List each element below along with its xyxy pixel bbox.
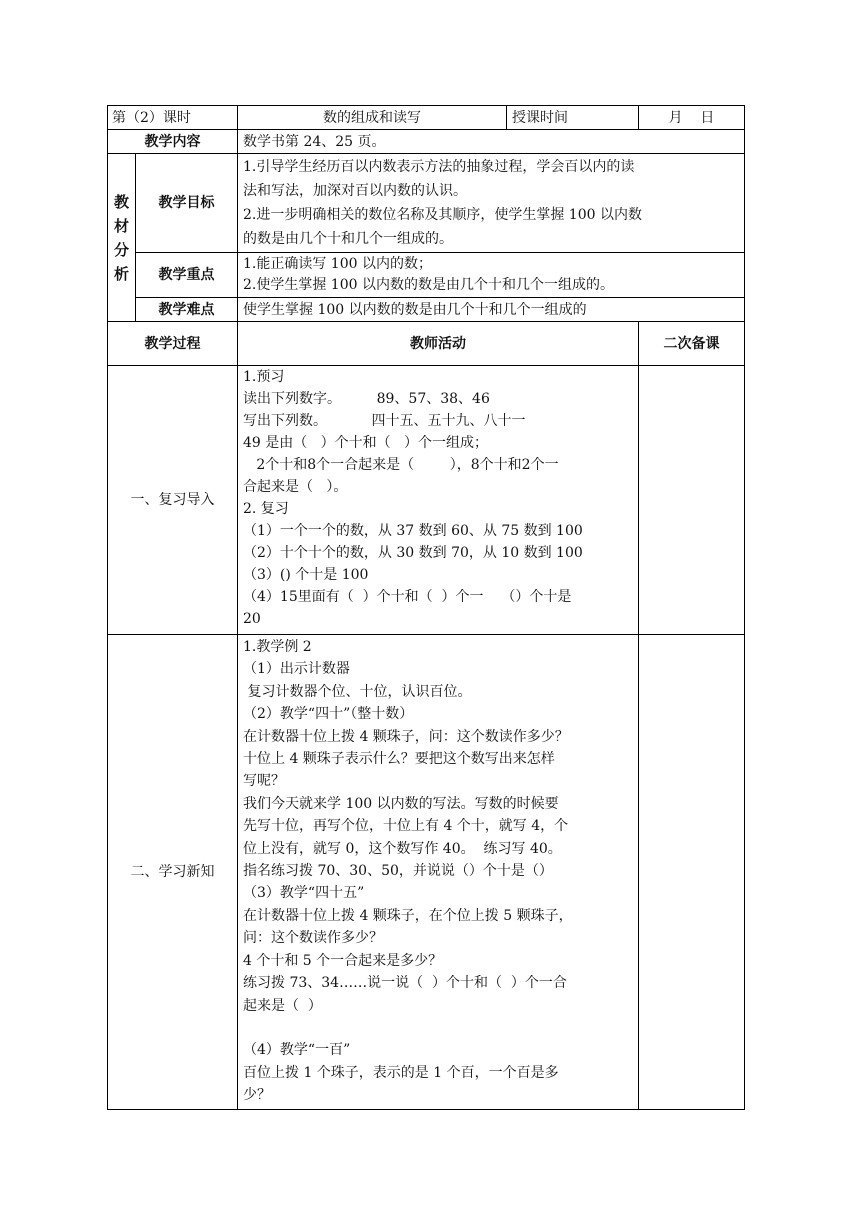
activity-line: （4）15里面有（ ）个十和（ ）个一 （）个十是: [243, 589, 572, 605]
activity-line: （2）十个十个的数，从 30 数到 70，从 10 数到 100: [243, 545, 583, 561]
section-review-content: [243, 366, 638, 634]
content-value: [243, 130, 743, 153]
goal-label-text: 教学目标: [158, 195, 215, 211]
activity-line: 4 个十和 5 个一合起来是多少？: [243, 952, 443, 969]
activity-line: 我们今天就来学 100 以内数的写法。写数的时候要: [243, 795, 559, 812]
activity-line: 问：这个数读作多少？: [243, 930, 383, 947]
teacher-activity-header: [238, 322, 638, 365]
lesson-number: [112, 106, 236, 129]
class-date-text: 月 日: [668, 109, 715, 126]
second-prep-header-text: 二次备课: [663, 335, 720, 352]
side-label-char: 析: [113, 264, 129, 283]
side-label-char: 教: [113, 192, 129, 211]
lesson-topic-text: 数的组成和读写: [323, 109, 421, 126]
process-header-text: 教学过程: [144, 335, 201, 352]
section-title-text: 一、复习导入: [130, 492, 215, 508]
activity-line: （2）教学“四十”（整十数）: [243, 706, 414, 723]
activity-line: 读出下列数字。 89、57、38、46: [243, 391, 490, 407]
activity-line: 2. 复习: [243, 501, 289, 517]
goal-line: 2.进一步明确相关的数位名称及其顺序，使学生掌握 100 以内数: [243, 207, 642, 223]
key-point-text: [243, 254, 743, 297]
activity-line: 在计数器十位上拨 4 颗珠子，在个位上拨 5 颗珠子，: [243, 907, 573, 924]
second-prep-cell-new-knowledge[interactable]: [639, 635, 744, 1109]
teacher-activity-header-text: 教师活动: [410, 335, 466, 352]
second-prep-header: [639, 322, 744, 365]
activity-line-blank: [243, 1017, 638, 1039]
key-point-label-text: 教学重点: [158, 267, 215, 283]
second-prep-cell-review[interactable]: [639, 366, 744, 634]
activity-line: 1.教学例 2: [243, 639, 312, 655]
activity-line: 百位上拨 1 个珠子，表示的是 1 个百，一个百是多: [243, 1064, 559, 1081]
content-label-text: 教学内容: [144, 133, 201, 150]
activity-line: （3）() 个十是 100: [243, 567, 369, 583]
activity-line: （1）出示计数器: [243, 661, 350, 678]
activity-line: 练习拨 73、34……说一说（ ）个十和（ ）个一合: [243, 975, 567, 992]
goal-label: [136, 154, 237, 252]
difficulty-label: [136, 298, 237, 321]
material-analysis-label: [108, 154, 135, 321]
section-new-knowledge-title: [108, 635, 237, 1109]
section-review-title: [108, 366, 237, 634]
activity-line: （4）教学“一百”: [243, 1042, 351, 1059]
activity-line: 49 是由（ ）个十和（ ）个一组成；: [243, 435, 488, 451]
activity-line: 写呢？: [243, 773, 285, 790]
goal-line: 的数是由几个十和几个一组成的。: [243, 231, 453, 247]
section-new-knowledge-content: [243, 636, 638, 1109]
goal-text: [243, 155, 743, 252]
activity-line: 合起来是（ ）。: [243, 479, 348, 495]
activity-line: 1.预习: [243, 369, 285, 385]
section-title-text: 二、学习新知: [130, 864, 215, 880]
key-point-label: [136, 253, 237, 297]
activity-line: （1）一个一个的数，从 37 数到 60、从 75 数到 100: [243, 523, 583, 539]
activity-line: 起来是（ ）: [243, 997, 322, 1014]
goal-line: 法和写法，加深对百以内数的认识。: [243, 183, 467, 199]
activity-line: 指名练习拨 70、30、50，并说说（）个十是（）: [243, 863, 553, 880]
activity-line: 20: [243, 611, 261, 627]
activity-line: 2个十和8个一合起来是（ ），8个十和2个一: [243, 457, 559, 473]
lesson-number-text: 第（2）课时: [112, 109, 191, 126]
difficulty-value: [243, 298, 743, 321]
activity-line: 十位上 4 颗珠子表示什么？要把这个数写出来怎样: [243, 751, 555, 768]
activity-line: 先写十位，再写个位，十位上有 4 个十，就写 4，个: [243, 818, 569, 835]
content-label: [108, 130, 237, 153]
content-value-text: 数学书第 24、25 页。: [243, 133, 386, 150]
activity-line: 写出下列数。 四十五、五十九、八十一: [243, 413, 526, 429]
key-point-line: 2.使学生掌握 100 以内数的数是由几个十和几个一组成的。: [243, 277, 614, 293]
side-label-char: 材: [113, 216, 129, 235]
activity-line: 在计数器十位上拨 4 颗珠子，问：这个数读作多少？: [243, 728, 569, 745]
lesson-topic: [238, 106, 506, 129]
goal-line: 1.引导学生经历百以内数表示方法的抽象过程，学会百以内的读: [243, 159, 635, 175]
key-point-line: 1.能正确读写 100 以内的数；: [243, 256, 432, 272]
class-date: [639, 106, 744, 129]
class-time-label: [512, 106, 637, 129]
class-time-label-text: 授课时间: [512, 109, 568, 126]
activity-line: 复习计数器个位、十位，认识百位。: [243, 683, 472, 700]
difficulty-label-text: 教学难点: [158, 301, 215, 318]
process-header: [108, 322, 237, 365]
difficulty-value-text: 使学生掌握 100 以内数的数是由几个十和几个一组成的: [243, 301, 587, 318]
activity-line: 位上没有，就写 0，这个数写作 40。 练习写 40。: [243, 840, 562, 857]
activity-line: （3）教学“四十五”: [243, 885, 365, 902]
activity-line: 少？: [243, 1087, 271, 1104]
side-label-char: 分: [113, 240, 129, 259]
